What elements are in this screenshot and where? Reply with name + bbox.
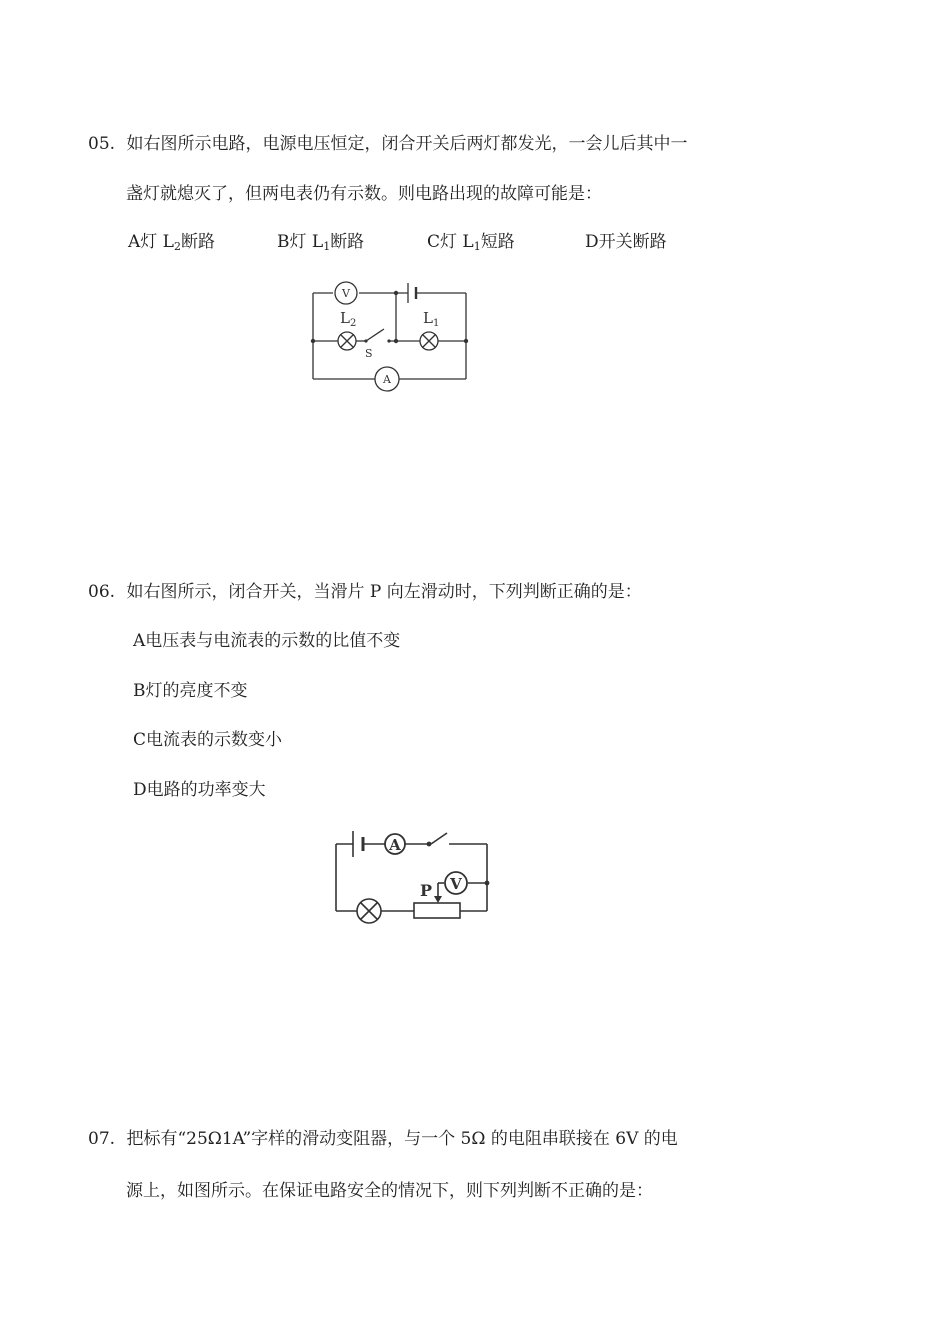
slider-label: P [420,881,433,900]
q05-circuit-diagram [305,278,475,393]
voltmeter-label: V [450,875,462,893]
lamp-l1-label: $L_1$ [423,309,440,329]
switch-label: S [365,347,373,360]
lamp-l1-icon [420,332,438,350]
q06-option-a: A电压表与电流表的示数的比值不变 [133,631,401,651]
q05-number: 05. [88,134,116,154]
q05-line2: 盏灯就熄灭了，但两电表仍有示数。则电路出现的故障可能是： [126,184,602,204]
q06-option-d: D电路的功率变大 [133,780,266,800]
q05-text-1: 如右图所示电路，电源电压恒定，闭合开关后两灯都发光，一会儿后其中一 [126,134,688,154]
q07-text-1: 把标有“25Ω1A”字样的滑动变阻器，与一个 5Ω 的电阻串联接在 6V 的电 [126,1129,678,1149]
battery-icon [353,831,363,857]
q07-line2: 源上，如图所示。在保证电路安全的情况下，则下列判断不正确的是： [126,1181,653,1201]
lamp-l2-icon [338,332,356,350]
ammeter-label: A [383,373,391,386]
ammeter-label: A [389,836,401,854]
battery-icon [408,283,416,303]
q05-option-d: D开关断路 [585,232,667,252]
rheostat-icon [414,903,460,918]
q06-option-c: C电流表的示数变小 [133,730,283,750]
ammeter-icon [385,834,405,854]
voltmeter-icon [445,872,467,894]
q05-line1 [88,133,687,155]
q06-text-1: 如右图所示，闭合开关，当滑片 P 向左滑动时，下列判断正确的是： [126,582,642,602]
q05-option-c: C灯 $L_1$短路 [427,232,515,253]
q05-option-b: B灯 $L_1$断路 [277,232,365,253]
slider-arrow-icon [434,896,442,903]
q06-option-b: B灯的亮度不变 [133,681,248,701]
voltmeter-icon [335,282,357,304]
lamp-icon [357,899,381,923]
q06-circuit-diagram [328,826,498,926]
q06-line1 [88,581,642,603]
voltmeter-label: V [342,287,350,300]
q07-line1 [88,1128,678,1150]
q07-number: 07. [88,1129,116,1149]
ammeter-icon [375,367,399,391]
q06-number: 06. [88,582,116,602]
lamp-l2-label: $L_2$ [340,309,357,329]
q05-option-a: A灯 $L_2$断路 [128,232,215,253]
